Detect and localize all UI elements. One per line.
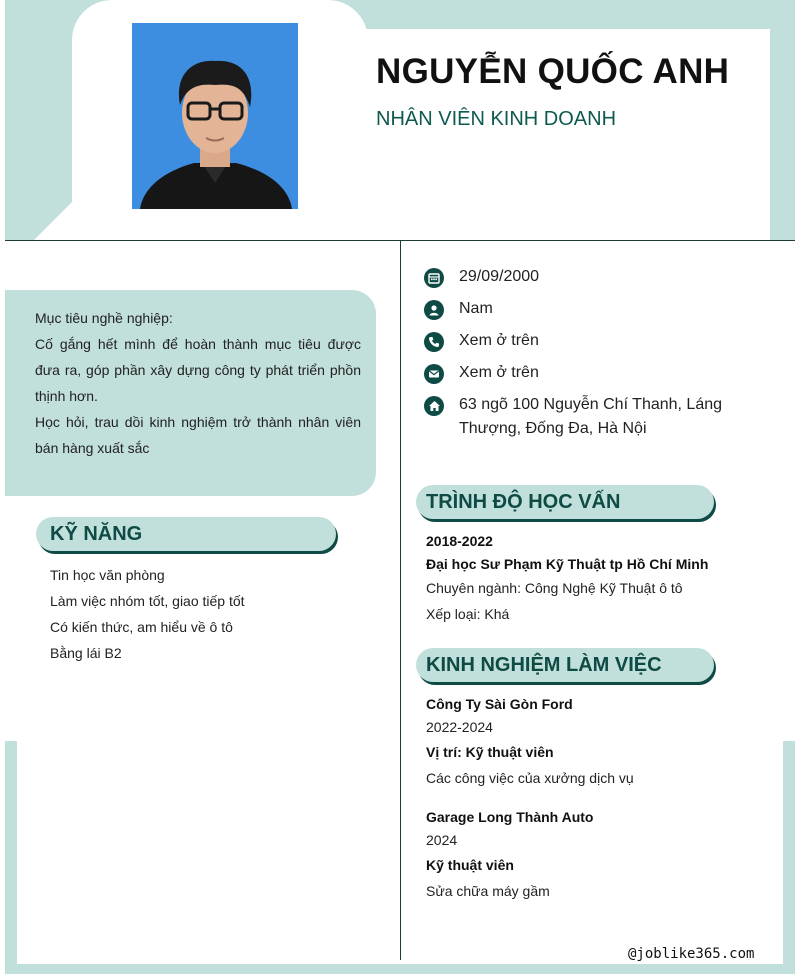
objective-text [35,305,361,461]
experience-company: Công Ty Sài Gòn Ford [426,696,573,712]
gender-value: Nam [459,300,493,317]
candidate-name: NGUYỄN QUỐC ANH [376,52,730,91]
job-title: NHÂN VIÊN KINH DOANH [376,108,617,130]
experience-period: 2022-2024 [426,719,493,735]
photo-card-tail [34,198,76,240]
skill-item: Bằng lái B2 [50,645,122,661]
frame-bottom [5,964,795,974]
contact-birthday [424,265,764,289]
experience-position: Kỹ thuật viên [426,857,514,873]
experience-entry [426,808,593,906]
watermark: @joblike365.com [628,946,755,962]
skills-title: KỸ NĂNG [50,523,143,545]
home-icon [424,396,444,416]
education-grade: Xếp loại: Khá [426,606,510,622]
education-school: Đại học Sư Phạm Kỹ Thuật tp Hồ Chí Minh [426,556,709,572]
birthday-value: 29/09/2000 [459,268,540,285]
contact-list [424,265,764,449]
skills-list [50,562,245,666]
email-value: Xem ở trên [459,364,539,381]
experience-position: Vị trí: Kỹ thuật viên [426,744,554,760]
experience-entry [426,695,634,793]
contact-address [424,393,764,441]
experience-title: KINH NGHIỆM LÀM VIỆC [426,654,662,676]
education-entry [426,532,708,630]
objective-heading: Mục tiêu nghề nghiệp: [35,310,173,326]
experience-header [416,648,714,682]
profile-photo [132,23,298,209]
education-years: 2018-2022 [426,533,493,549]
contact-gender [424,297,764,321]
contact-phone [424,329,764,353]
skill-item: Làm việc nhóm tốt, giao tiếp tốt [50,593,245,609]
experience-company: Garage Long Thành Auto [426,809,594,825]
skills-header [36,517,336,551]
user-icon [424,300,444,320]
column-divider [400,240,401,960]
objective-para-2: Học hỏi, trau dồi kinh nghiệm trở thành nhân viên bán hàng xuất sắc [35,414,361,456]
frame-right [783,741,795,974]
objective-para-1: Cố gắng hết mình để hoàn thành mục tiêu được đưa ra, góp phần xây dựng công ty phát triển phồn thịnh hơn. [35,336,361,404]
education-major: Chuyên ngành: Công Nghệ Kỹ Thuật ô tô [426,580,683,596]
phone-icon [424,332,444,352]
skill-item: Có kiến thức, am hiểu về ô tô [50,619,233,635]
address-value: 63 ngõ 100 Nguyễn Chí Thanh, Láng Thượng, Đống Đa, Hà Nội [459,396,723,437]
contact-email [424,361,764,385]
phone-value: Xem ở trên [459,332,539,349]
mail-icon [424,364,444,384]
education-header [416,485,714,519]
skill-item: Tin học văn phòng [50,567,165,583]
experience-desc: Sửa chữa máy gầm [426,883,550,899]
experience-period: 2024 [426,832,458,848]
frame-left [5,741,17,974]
calendar-icon [424,268,444,288]
education-title: TRÌNH ĐỘ HỌC VẤN [426,491,621,513]
experience-desc: Các công việc của xưởng dịch vụ [426,770,634,786]
